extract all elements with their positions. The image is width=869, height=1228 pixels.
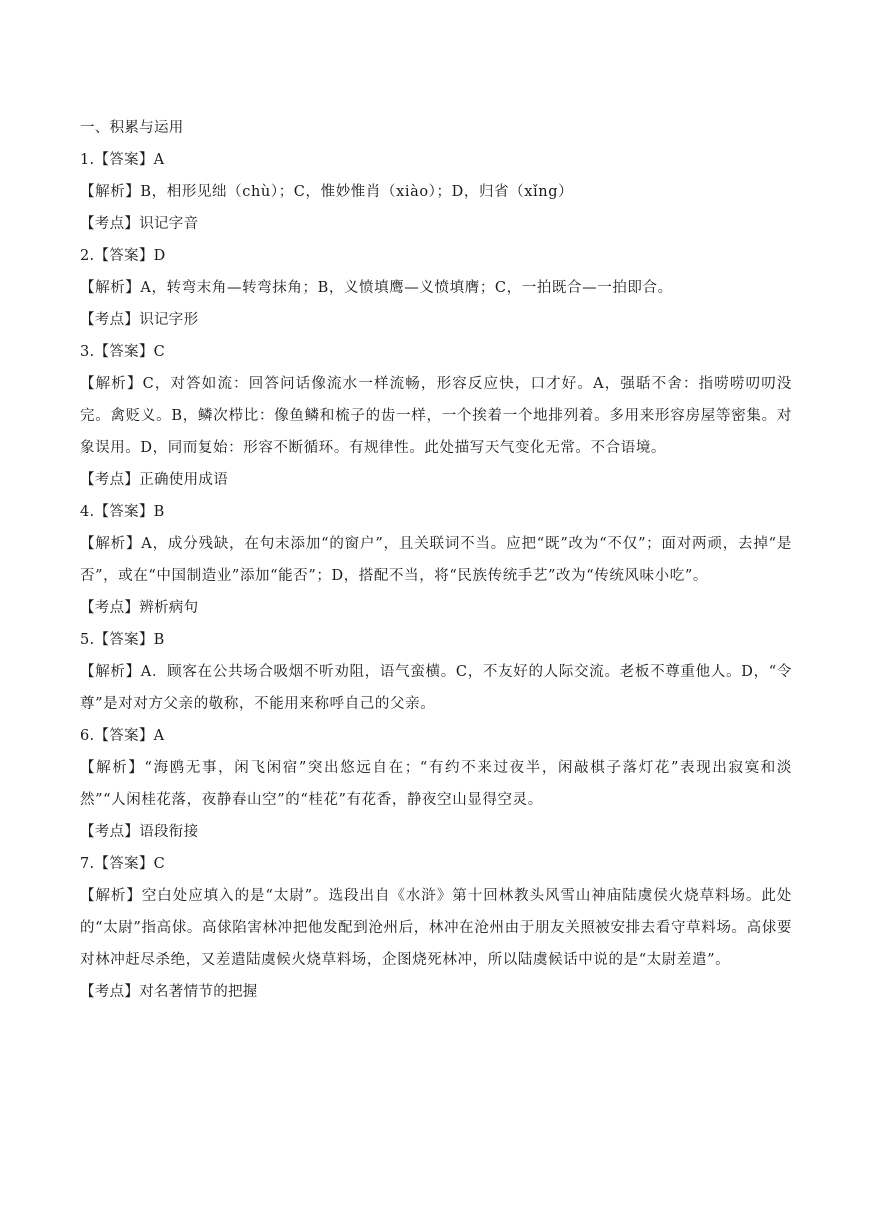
- answer-item-3: [80, 336, 792, 496]
- analysis-text: 【解析】空白处应填入的是“太尉”。选段出自《水浒》第十回林教头风雪山神庙陆虞侯火烧草料场。此处的“太尉”指高俅。高俅陷害林冲把他发配到沧州后，林冲在沧州由于朋友关照被安排去看守草料场。高俅要对林冲赶尽杀绝，又差遣陆虞候火烧草料场，企图烧死林冲，所以陆虞候话中说的是“太尉差遣”。: [80, 888, 792, 968]
- test-point: 【考点】正确使用成语: [80, 472, 228, 488]
- answer-line: 2.【答案】D: [80, 248, 166, 264]
- analysis-text: 【解析】A，转弯末角—转弯抹角；B，义愤填鹰—义愤填膺；C，一拍既合—一拍即合。: [80, 280, 673, 296]
- analysis-text: 【解析】B，相形见绌（chù）；C，惟妙惟肖（xiào）；D，归省（xǐng）: [80, 184, 574, 200]
- test-point: 【考点】对名著情节的把握: [80, 984, 258, 1000]
- test-point: 【考点】语段衔接: [80, 824, 199, 840]
- answer-item-5: [80, 624, 792, 720]
- analysis-text: 【解析】A．顾客在公共场合吸烟不听劝阻，语气蛮横。C，不友好的人际交流。老板不尊重他人。D，“令尊”是对对方父亲的敬称，不能用来称呼自己的父亲。: [80, 664, 792, 712]
- answer-item-7: [80, 848, 792, 1008]
- answer-line: 1.【答案】A: [80, 152, 165, 168]
- answer-item-2: [80, 240, 792, 336]
- analysis-text: 【解析】C，对答如流：回答问话像流水一样流畅，形容反应快，口才好。A，强聒不舍：指唠唠叨叨没完。禽贬义。B，鳞次栉比：像鱼鳞和梳子的齿一样，一个挨着一个地排列着。多用来形容房屋等密集。对象误用。D，同而复始：形容不断循环。有规律性。此处描写天气变化无常。不合语境。: [80, 376, 792, 456]
- answer-line: 7.【答案】C: [80, 856, 166, 872]
- answer-document: [80, 112, 792, 1008]
- test-point: 【考点】识记字音: [80, 216, 199, 232]
- test-point: 【考点】识记字形: [80, 312, 199, 328]
- answer-item-6: [80, 720, 792, 848]
- test-point: 【考点】辨析病句: [80, 600, 199, 616]
- analysis-text: 【解析】A，成分残缺，在句末添加“的窗户”，且关联词不当。应把“既”改为“不仅”；面对两顽，去掉“是否”，或在“中国制造业”添加“能否”；D，搭配不当，将“民族传统手艺”改为“传统风味小吃”。: [80, 536, 792, 584]
- answer-line: 5.【答案】B: [80, 632, 165, 648]
- answer-line: 3.【答案】C: [80, 344, 166, 360]
- answer-line: 6.【答案】A: [80, 728, 165, 744]
- answer-line: 4.【答案】B: [80, 504, 165, 520]
- answer-item-1: [80, 144, 792, 240]
- section-title: 一、积累与运用: [80, 120, 184, 136]
- analysis-text: 【解析】“海鸥无事，闲飞闲宿”突出悠远自在；“有约不来过夜半，闲敲棋子落灯花”表现出寂寞和淡然”“人闲桂花落，夜静春山空”的“桂花”有花香，静夜空山显得空灵。: [80, 760, 792, 808]
- answer-item-4: [80, 496, 792, 624]
